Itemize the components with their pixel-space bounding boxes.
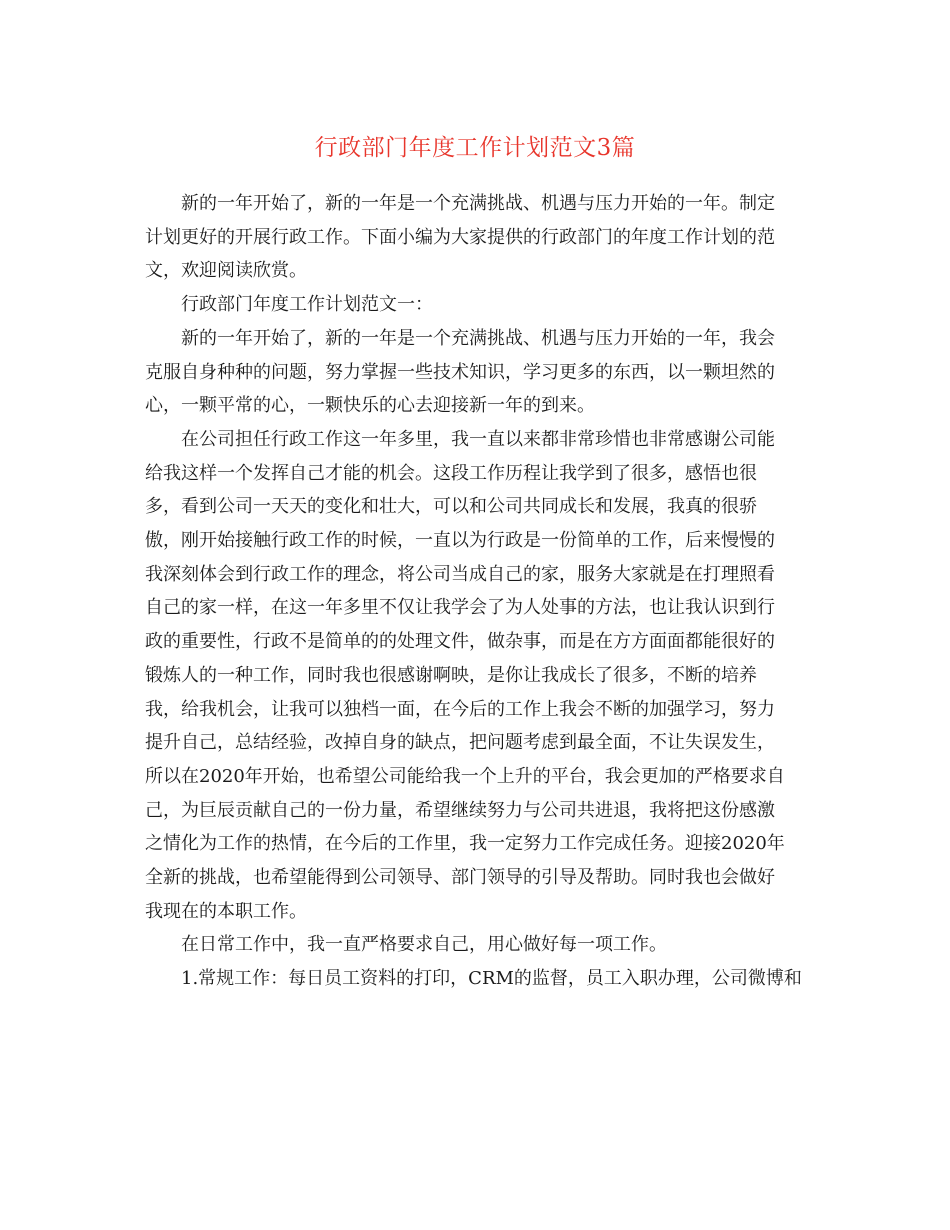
paragraph-line: 我现在的本职工作。 bbox=[145, 900, 307, 922]
paragraph-line: 多，看到公司一天天的变化和壮大，可以和公司共同成长和发展，我真的很骄 bbox=[145, 496, 757, 518]
paragraph-line: 我，给我机会，让我可以独档一面，在今后的工作上我会不断的加强学习，努力 bbox=[145, 698, 775, 720]
paragraph-line: 政的重要性，行政不是简单的的处理文件，做杂事，而是在方方面面都能很好的 bbox=[145, 631, 775, 653]
paragraph bbox=[145, 322, 797, 423]
paragraph-line: 全新的挑战，也希望能得到公司领导、部门领导的引导及帮助。同时我也会做好 bbox=[145, 867, 775, 889]
paragraph bbox=[145, 423, 797, 929]
paragraph bbox=[145, 288, 797, 322]
paragraph-line: 在公司担任行政工作这一年多里，我一直以来都非常珍惜也非常感谢公司能 bbox=[181, 428, 775, 450]
paragraph-line: 提升自己，总结经验，改掉自身的缺点，把问题考虑到最全面，不让失误发生， bbox=[145, 732, 775, 754]
paragraph-line: 文，欢迎阅读欣赏。 bbox=[145, 260, 307, 282]
paragraph bbox=[145, 928, 797, 962]
paragraph-line: 克服自身种种的问题，努力掌握一些技术知识，学习更多的东西，以一颗坦然的 bbox=[145, 361, 775, 383]
paragraph-line: 新的一年开始了，新的一年是一个充满挑战、机遇与压力开始的一年，我会 bbox=[181, 327, 775, 349]
paragraph-line: 之情化为工作的热情，在今后的工作里，我一定努力工作完成任务。迎接2020年 bbox=[145, 833, 785, 855]
paragraph-line: 锻炼人的一种工作，同时我也很感谢啊映，是你让我成长了很多，不断的培养 bbox=[145, 664, 757, 686]
paragraph-line: 心，一颗平常的心，一颗快乐的心去迎接新一年的到来。 bbox=[145, 395, 595, 417]
paragraph-line: 新的一年开始了，新的一年是一个充满挑战、机遇与压力开始的一年。制定 bbox=[181, 193, 775, 214]
paragraph bbox=[145, 962, 802, 996]
paragraph-line: 在日常工作中，我一直严格要求自己，用心做好每一项工作。 bbox=[181, 934, 667, 956]
paragraph-line: 行政部门年度工作计划范文一： bbox=[181, 294, 433, 316]
paragraph-line: 给我这样一个发挥自己才能的机会。这段工作历程让我学到了很多，感悟也很 bbox=[145, 462, 757, 484]
paragraph-line: 所以在2020年开始，也希望公司能给我一个上升的平台，我会更加的严格要求自 bbox=[145, 765, 785, 787]
paragraph bbox=[145, 187, 797, 288]
paragraph-line: 计划更好的开展行政工作。下面小编为大家提供的行政部门的年度工作计划的范 bbox=[145, 226, 775, 248]
paragraph-line: 傲，刚开始接触行政工作的时候，一直以为行政是一份简单的工作，后来慢慢的 bbox=[145, 530, 775, 552]
paragraph-line: 自己的家一样，在这一年多里不仅让我学会了为人处事的方法，也让我认识到行 bbox=[145, 597, 775, 619]
paragraph-line: 我深刻体会到行政工作的理念，将公司当成自己的家，服务大家就是在打理照看 bbox=[145, 563, 775, 585]
paragraph-line: 己，为巨辰贡献自己的一份力量，希望继续努力与公司共进退，我将把这份感激 bbox=[145, 799, 775, 821]
paragraph-line: 1.常规工作：每日员工资料的打印，CRM的监督，员工入职办理，公司微博和 bbox=[181, 968, 802, 990]
document-title: 行政部门年度工作计划范文3篇 bbox=[314, 135, 636, 161]
document-body bbox=[145, 187, 802, 996]
